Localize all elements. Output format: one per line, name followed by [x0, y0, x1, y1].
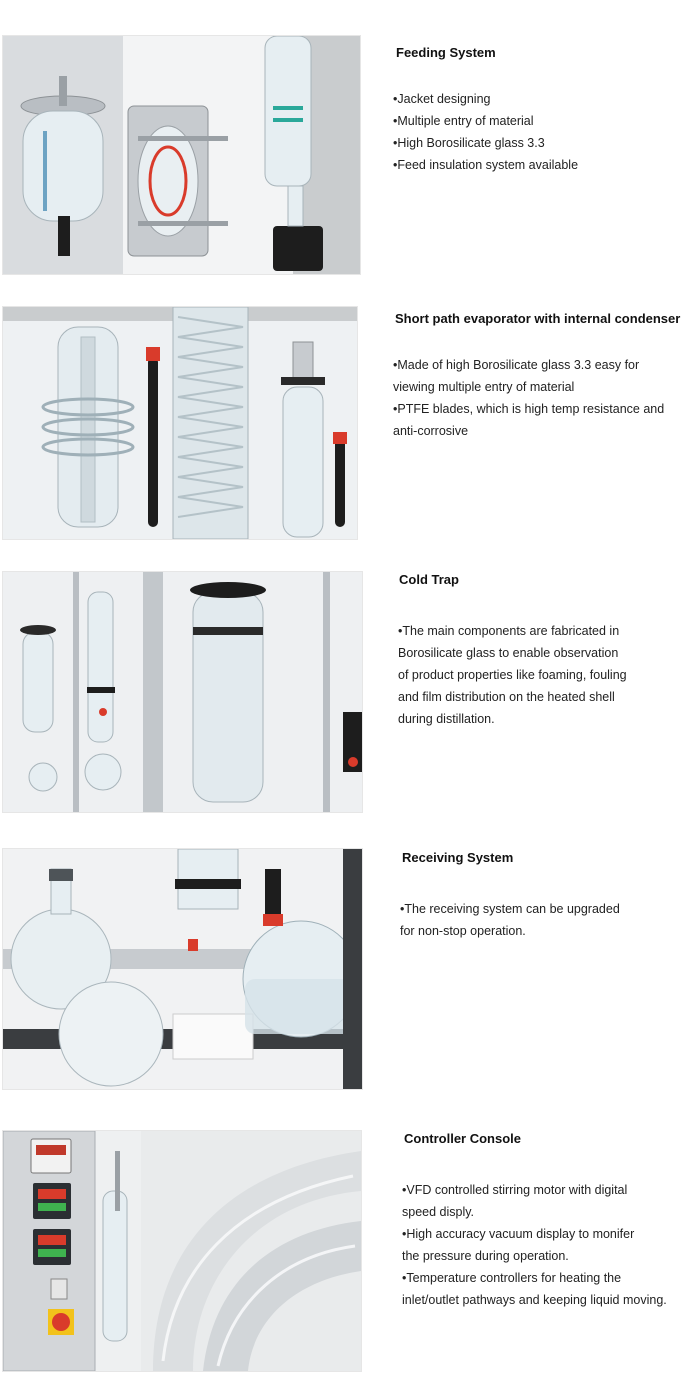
list-item: the pressure during operation. [402, 1249, 569, 1263]
feeding-system-illustration [3, 36, 360, 274]
evaporator-illustration [3, 307, 357, 539]
list-item: •The receiving system can be upgraded [400, 902, 620, 916]
receiving-system-illustration [3, 849, 362, 1089]
list-item: •High accuracy vacuum display to monifer [402, 1227, 635, 1241]
section-title: Cold Trap [399, 572, 459, 587]
list-item: viewing multiple entry of material [393, 380, 575, 394]
bullet-list [400, 898, 620, 942]
list-item: Borosilicate glass to enable observation [398, 646, 619, 660]
list-item: anti-corrosive [393, 424, 469, 438]
bullet-list [402, 1179, 667, 1311]
list-item: •High Borosilicate glass 3.3 [393, 136, 545, 150]
list-item: •The main components are fabricated in [398, 624, 620, 638]
evaporator-photo [2, 306, 358, 540]
list-item: •VFD controlled stirring motor with digital [402, 1183, 628, 1197]
list-item: during distillation. [398, 712, 495, 726]
section-cold-trap [0, 560, 700, 830]
section-title: Receiving System [402, 850, 514, 865]
list-item: •Feed insulation system available [393, 158, 579, 172]
bullet-list [398, 620, 627, 730]
section-title: Controller Console [404, 1131, 522, 1146]
cold-trap-illustration [3, 572, 362, 812]
list-item: •Multiple entry of material [393, 114, 534, 128]
section-short-path-evaporator [0, 290, 700, 560]
list-item: of product properties like foaming, fouling [398, 668, 627, 682]
section-controller-console [0, 1110, 700, 1400]
section-feeding-system [0, 0, 700, 290]
feeding-system-photo [2, 35, 361, 275]
list-item: •Made of high Borosilicate glass 3.3 easy for [393, 358, 640, 372]
list-item: for non-stop operation. [400, 924, 526, 938]
cold-trap-photo [2, 571, 363, 813]
bullet-list [393, 88, 578, 176]
receiving-system-photo [2, 848, 363, 1090]
list-item: •PTFE blades, which is high temp resistance and [393, 402, 665, 416]
controller-console-photo [2, 1130, 362, 1372]
section-receiving-system [0, 830, 700, 1110]
list-item: inlet/outlet pathways and keeping liquid moving. [402, 1293, 667, 1307]
list-item: and film distribution on the heated shell [398, 690, 615, 704]
list-item: •Temperature controllers for heating the [402, 1271, 622, 1285]
list-item: speed disply. [402, 1205, 475, 1219]
list-item: •Jacket designing [393, 92, 491, 106]
bullet-list [393, 354, 664, 442]
controller-console-illustration [3, 1131, 361, 1371]
section-title: Feeding System [396, 45, 496, 60]
section-title: Short path evaporator with internal condenser [395, 311, 681, 326]
